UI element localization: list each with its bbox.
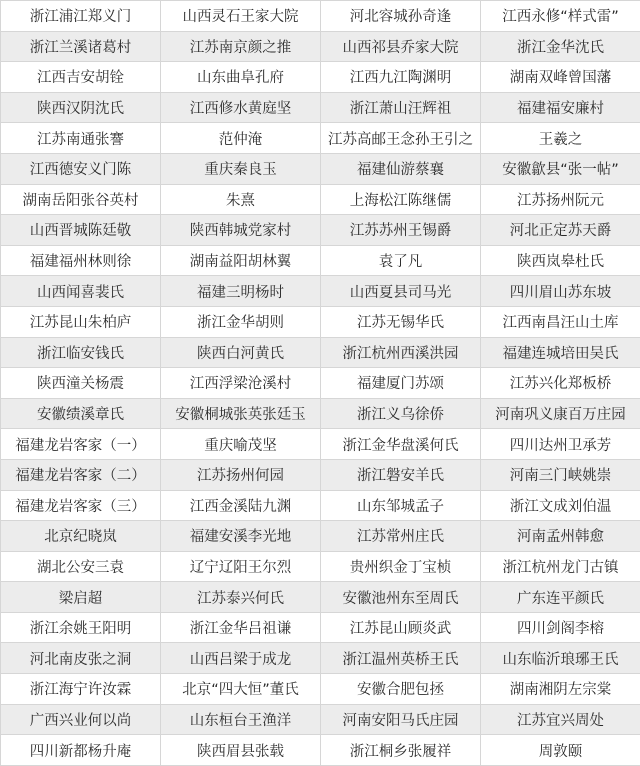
- table-cell: 广东连平颜氏: [481, 582, 640, 613]
- table-row: [1, 612, 640, 643]
- table-cell: 王羲之: [481, 123, 640, 154]
- table-cell: 山东曲阜孔府: [161, 62, 321, 93]
- table-cell: 安徽合肥包拯: [321, 674, 481, 705]
- table-cell: 北京纪晓岚: [1, 521, 161, 552]
- table-cell: 安徽池州东至周氏: [321, 582, 481, 613]
- table-cell: 江西金溪陆九渊: [161, 490, 321, 521]
- table-cell: 北京“四大恒”董氏: [161, 674, 321, 705]
- table-row: [1, 1, 640, 32]
- table-cell: 河南安阳马氏庄园: [321, 704, 481, 735]
- table-row: [1, 153, 640, 184]
- table-row: [1, 551, 640, 582]
- table-row: [1, 215, 640, 246]
- table-cell: 山东桓台王渔洋: [161, 704, 321, 735]
- table-cell: 陕西潼关杨震: [1, 368, 161, 399]
- table-cell: 山东临沂琅琊王氏: [481, 643, 640, 674]
- table-row: [1, 306, 640, 337]
- table-cell: 江苏苏州王锡爵: [321, 215, 481, 246]
- table-cell: 江苏泰兴何氏: [161, 582, 321, 613]
- table-cell: 广西兴业何以尚: [1, 704, 161, 735]
- table-cell: 浙江余姚王阳明: [1, 612, 161, 643]
- table-cell: 安徽歙县“张一帖”: [481, 153, 640, 184]
- table-cell: 贵州织金丁宝桢: [321, 551, 481, 582]
- table-cell: 江苏扬州阮元: [481, 184, 640, 215]
- table-cell: 浙江临安钱氏: [1, 337, 161, 368]
- table-cell: 陕西眉县张载: [161, 735, 321, 766]
- table-cell: 浙江浦江郑义门: [1, 1, 161, 32]
- table-cell: 浙江萧山汪辉祖: [321, 92, 481, 123]
- table-cell: 安徽桐城张英张廷玉: [161, 398, 321, 429]
- table-cell: 江西吉安胡铨: [1, 62, 161, 93]
- table-cell: 山西祁县乔家大院: [321, 31, 481, 62]
- table-cell: 江西德安义门陈: [1, 153, 161, 184]
- table-cell: 湖北公安三袁: [1, 551, 161, 582]
- table-cell: 山西灵石王家大院: [161, 1, 321, 32]
- table-cell: 福建三明杨时: [161, 276, 321, 307]
- table-cell: 福建仙游蔡襄: [321, 153, 481, 184]
- table-cell: 浙江金华胡则: [161, 306, 321, 337]
- table-cell: 江苏常州庄氏: [321, 521, 481, 552]
- table-cell: 福建福安廉村: [481, 92, 640, 123]
- table-cell: 江苏高邮王念孙王引之: [321, 123, 481, 154]
- table-row: [1, 62, 640, 93]
- table-row: [1, 459, 640, 490]
- table-cell: 河南三门峡姚崇: [481, 459, 640, 490]
- table-cell: 浙江文成刘伯温: [481, 490, 640, 521]
- table-cell: 陕西白河黄氏: [161, 337, 321, 368]
- table-cell: 江西浮梁沧溪村: [161, 368, 321, 399]
- table-cell: 浙江温州英桥王氏: [321, 643, 481, 674]
- table-cell: 四川达州卫承芳: [481, 429, 640, 460]
- table-cell: 浙江杭州西溪洪园: [321, 337, 481, 368]
- table-cell: 浙江桐乡张履祥: [321, 735, 481, 766]
- table-row: [1, 674, 640, 705]
- table-cell: 陕西汉阴沈氏: [1, 92, 161, 123]
- family-table-body: [1, 1, 640, 766]
- table-cell: 江西九江陶渊明: [321, 62, 481, 93]
- table-cell: 陕西岚皋杜氏: [481, 245, 640, 276]
- table-cell: 福建龙岩客家（一）: [1, 429, 161, 460]
- table-cell: 江苏扬州何园: [161, 459, 321, 490]
- table-cell: 湖南益阳胡林翼: [161, 245, 321, 276]
- table-cell: 江西修水黄庭坚: [161, 92, 321, 123]
- table-cell: 朱熹: [161, 184, 321, 215]
- table-cell: 福建厦门苏颂: [321, 368, 481, 399]
- table-cell: 重庆喻茂坚: [161, 429, 321, 460]
- table-cell: 河北正定苏天爵: [481, 215, 640, 246]
- table-row: [1, 276, 640, 307]
- table-cell: 江西永修“样式雷”: [481, 1, 640, 32]
- table-cell: 山西闻喜裴氏: [1, 276, 161, 307]
- table-cell: 浙江金华沈氏: [481, 31, 640, 62]
- table-cell: 江苏无锡华氏: [321, 306, 481, 337]
- table-cell: 江苏昆山朱柏庐: [1, 306, 161, 337]
- table-cell: 河南巩义康百万庄园: [481, 398, 640, 429]
- table-cell: 河北南皮张之洞: [1, 643, 161, 674]
- table-row: [1, 735, 640, 766]
- table-cell: 浙江兰溪诸葛村: [1, 31, 161, 62]
- table-cell: 四川新都杨升庵: [1, 735, 161, 766]
- table-cell: 福建龙岩客家（二）: [1, 459, 161, 490]
- table-cell: 浙江金华盘溪何氏: [321, 429, 481, 460]
- table-row: [1, 582, 640, 613]
- table-cell: 安徽绩溪章氏: [1, 398, 161, 429]
- table-cell: 陕西韩城党家村: [161, 215, 321, 246]
- table-cell: 江苏南京颜之推: [161, 31, 321, 62]
- table-cell: 重庆秦良玉: [161, 153, 321, 184]
- table-cell: 梁启超: [1, 582, 161, 613]
- table-cell: 河南孟州韩愈: [481, 521, 640, 552]
- table-row: [1, 123, 640, 154]
- table-cell: 周敦颐: [481, 735, 640, 766]
- table-cell: 范仲淹: [161, 123, 321, 154]
- table-cell: 浙江海宁许汝霖: [1, 674, 161, 705]
- table-row: [1, 490, 640, 521]
- table-row: [1, 92, 640, 123]
- table-cell: 湖南双峰曾国藩: [481, 62, 640, 93]
- table-cell: 山西晋城陈廷敬: [1, 215, 161, 246]
- table-cell: 湖南湘阴左宗棠: [481, 674, 640, 705]
- table-cell: 浙江金华吕祖谦: [161, 612, 321, 643]
- table-cell: 江苏昆山顾炎武: [321, 612, 481, 643]
- table-cell: 浙江义乌徐侨: [321, 398, 481, 429]
- table-cell: 袁了凡: [321, 245, 481, 276]
- table-row: [1, 31, 640, 62]
- table-cell: 江苏南通张謇: [1, 123, 161, 154]
- table-row: [1, 368, 640, 399]
- table-cell: 湖南岳阳张谷英村: [1, 184, 161, 215]
- table-cell: 江苏宜兴周处: [481, 704, 640, 735]
- table-row: [1, 245, 640, 276]
- table-cell: 山西夏县司马光: [321, 276, 481, 307]
- table-cell: 福建连城培田吴氏: [481, 337, 640, 368]
- table-cell: 四川剑阁李榕: [481, 612, 640, 643]
- table-cell: 福建龙岩客家（三）: [1, 490, 161, 521]
- table-row: [1, 521, 640, 552]
- table-row: [1, 337, 640, 368]
- table-row: [1, 184, 640, 215]
- table-cell: 浙江磐安羊氏: [321, 459, 481, 490]
- table-row: [1, 704, 640, 735]
- table-cell: 江苏兴化郑板桥: [481, 368, 640, 399]
- table-cell: 辽宁辽阳王尔烈: [161, 551, 321, 582]
- table-cell: 山东邹城孟子: [321, 490, 481, 521]
- table-cell: 四川眉山苏东坡: [481, 276, 640, 307]
- table-cell: 福建福州林则徐: [1, 245, 161, 276]
- table-cell: 上海松江陈继儒: [321, 184, 481, 215]
- table-row: [1, 398, 640, 429]
- table-cell: 山西吕梁于成龙: [161, 643, 321, 674]
- table-row: [1, 429, 640, 460]
- table-cell: 河北容城孙奇逢: [321, 1, 481, 32]
- table-cell: 福建安溪李光地: [161, 521, 321, 552]
- table-cell: 浙江杭州龙门古镇: [481, 551, 640, 582]
- table-cell: 江西南昌汪山土库: [481, 306, 640, 337]
- table-row: [1, 643, 640, 674]
